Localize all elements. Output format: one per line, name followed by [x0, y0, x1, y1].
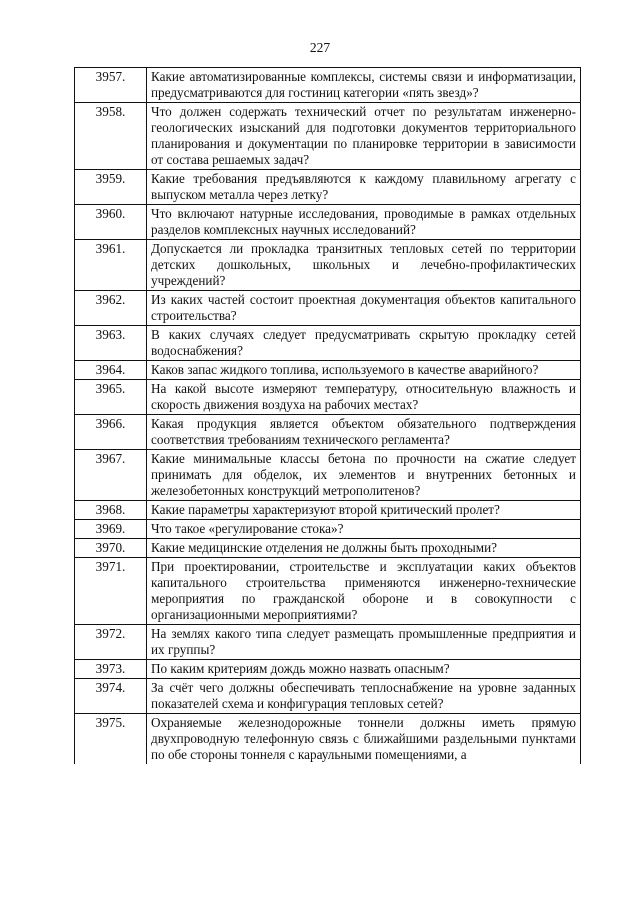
question-text: Что должен содержать технический отчет по результатам инженерно-геологических изысканий для подготовки документов территориального планирования и документации по планировке территории в зависимости от состава решаемых задач?: [147, 103, 581, 170]
table-row: [75, 501, 581, 520]
question-text: За счёт чего должны обеспечивать теплоснабжение на уровне заданных показателей схема и конфигурация тепловых сетей?: [147, 679, 581, 714]
question-number: 3957.: [75, 68, 147, 103]
table-row: [75, 361, 581, 380]
question-number: 3961.: [75, 240, 147, 291]
question-text: При проектировании, строительстве и эксплуатации каких объектов капитального строительства применяются инженерно-технические мероприятия по гражданской обороне и в совокупности с организационными мероприятиями?: [147, 558, 581, 625]
table-row: [75, 240, 581, 291]
table-row: [75, 450, 581, 501]
question-text: Что такое «регулирование стока»?: [147, 520, 581, 539]
question-number: 3972.: [75, 625, 147, 660]
question-number: 3959.: [75, 170, 147, 205]
question-text: Допускается ли прокладка транзитных тепловых сетей по территории детских дошкольных, школьных и лечебно-профилактических учреждений?: [147, 240, 581, 291]
table-row: [75, 170, 581, 205]
question-text: Что включают натурные исследования, проводимые в рамках отдельных разделов комплексных научных исследований?: [147, 205, 581, 240]
question-text: Какие параметры характеризуют второй критический пролет?: [147, 501, 581, 520]
question-text: Охраняемые железнодорожные тоннели должны иметь прямую двухпроводную телефонную связь с ближайшими раздельными пунктами по обе стороны тоннеля с караульными помещениями, а: [147, 714, 581, 765]
question-text: Из каких частей состоит проектная документация объектов капитального строительства?: [147, 291, 581, 326]
table-row: [75, 539, 581, 558]
table-row: [75, 415, 581, 450]
question-number: 3966.: [75, 415, 147, 450]
question-number: 3958.: [75, 103, 147, 170]
question-text: Какие медицинские отделения не должны быть проходными?: [147, 539, 581, 558]
question-number: 3971.: [75, 558, 147, 625]
table-row: [75, 625, 581, 660]
question-text: В каких случаях следует предусматривать скрытую прокладку сетей водоснабжения?: [147, 326, 581, 361]
table-row: [75, 326, 581, 361]
table-row: [75, 205, 581, 240]
table-row: [75, 520, 581, 539]
question-number: 3968.: [75, 501, 147, 520]
question-number: 3967.: [75, 450, 147, 501]
question-number: 3973.: [75, 660, 147, 679]
question-text: Какие требования предъявляются к каждому плавильному агрегату с выпуском металла через летку?: [147, 170, 581, 205]
question-number: 3960.: [75, 205, 147, 240]
table-row: [75, 380, 581, 415]
question-number: 3975.: [75, 714, 147, 765]
page-number: 227: [309, 40, 331, 55]
question-text: Каков запас жидкого топлива, используемого в качестве аварийного?: [147, 361, 581, 380]
question-number: 3965.: [75, 380, 147, 415]
questions-table: [74, 67, 581, 764]
questions-table-body: [75, 68, 581, 765]
question-text: Какие автоматизированные комплексы, системы связи и информатизации, предусматриваются для гостиниц категории «пять звезд»?: [147, 68, 581, 103]
table-row: [75, 103, 581, 170]
table-row: [75, 558, 581, 625]
question-text: На землях какого типа следует размещать промышленные предприятия и их группы?: [147, 625, 581, 660]
table-row: [75, 679, 581, 714]
table-row: [75, 660, 581, 679]
table-row: [75, 68, 581, 103]
question-number: 3970.: [75, 539, 147, 558]
question-number: 3964.: [75, 361, 147, 380]
table-row: [75, 291, 581, 326]
table-row: [75, 714, 581, 765]
question-text: По каким критериям дождь можно назвать опасным?: [147, 660, 581, 679]
question-number: 3974.: [75, 679, 147, 714]
question-number: 3962.: [75, 291, 147, 326]
question-text: Какие минимальные классы бетона по прочности на сжатие следует принимать для обделок, их элементов и внутренних бетонных и железобетонных конструкций метрополитенов?: [147, 450, 581, 501]
question-number: 3969.: [75, 520, 147, 539]
question-text: Какая продукция является объектом обязательного подтверждения соответствия требованиям технического регламента?: [147, 415, 581, 450]
question-text: На какой высоте измеряют температуру, относительную влажность и скорость движения воздуха на рабочих местах?: [147, 380, 581, 415]
question-number: 3963.: [75, 326, 147, 361]
